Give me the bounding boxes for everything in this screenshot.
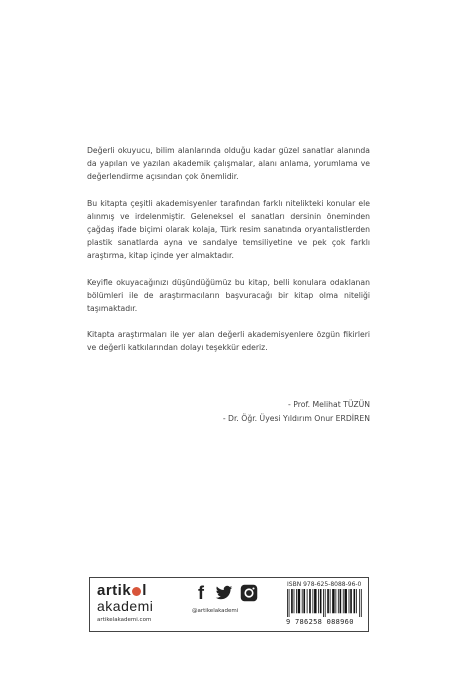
- barcode-number: 9 786258 088960: [286, 618, 354, 626]
- paragraph-contents: Bu kitapta çeşitli akademisyenler tarafından farklı nitelikteki konular ele alınmış ve irdelenmiştir. Geleneksel el sanatları dersinin öneminden çağdaş ifade biçimi olarak kolaja, Türk resim sanatında oryantalistlerden plastik sanatlarda ayna ve sandalye temsiliyetine ve pek çok farklı araştırma, kitap içinde yer almaktadır.: [87, 198, 370, 261]
- paragraph-reading: Keyifle okuyacağınızı düşündüğümüz bu kitap, belli konulara odaklanan bölümleri ile de araştırmacıların başvuracağı bir kitap olma niteliği taşımaktadır.: [87, 277, 370, 314]
- logo-dot-icon: [132, 587, 141, 596]
- paragraph-thanks: Kitapta araştırmaları ile yer alan değerli akademisyenlere özgün fikirleri ve değerli katkılarından dolayı teşekkür ederiz.: [87, 330, 370, 353]
- isbn-label: ISBN 978-625-8088-96-0: [287, 581, 362, 588]
- publisher-website: artikelakademi.com: [97, 617, 152, 623]
- signature-editor-2: - Dr. Öğr. Üyesi Yıldırım Onur ERDİREN: [222, 414, 370, 423]
- signature-editor-1: - Prof. Melihat TÜZÜN: [288, 400, 370, 409]
- instagram-icon: [240, 584, 258, 602]
- logo-wordmark-bottom: akademi: [97, 598, 154, 614]
- social-media: [192, 584, 264, 624]
- isbn-barcode: [287, 589, 365, 617]
- facebook-icon: f: [198, 583, 204, 603]
- paragraph-intro: Değerli okuyucu, bilim alanlarında olduğu kadar güzel sanatlar alanında da yapılan ve yazılan akademik çalışmalar, alanı anlama, yorumlama ve değerlendirme açısından çok önemlidir.: [87, 146, 370, 182]
- publisher-logo: [93, 579, 181, 627]
- social-handle: @artikelakademi: [192, 608, 239, 614]
- twitter-icon: [215, 584, 233, 602]
- back-cover-text: [87, 144, 370, 368]
- logo-wordmark-top: artik l: [97, 582, 147, 599]
